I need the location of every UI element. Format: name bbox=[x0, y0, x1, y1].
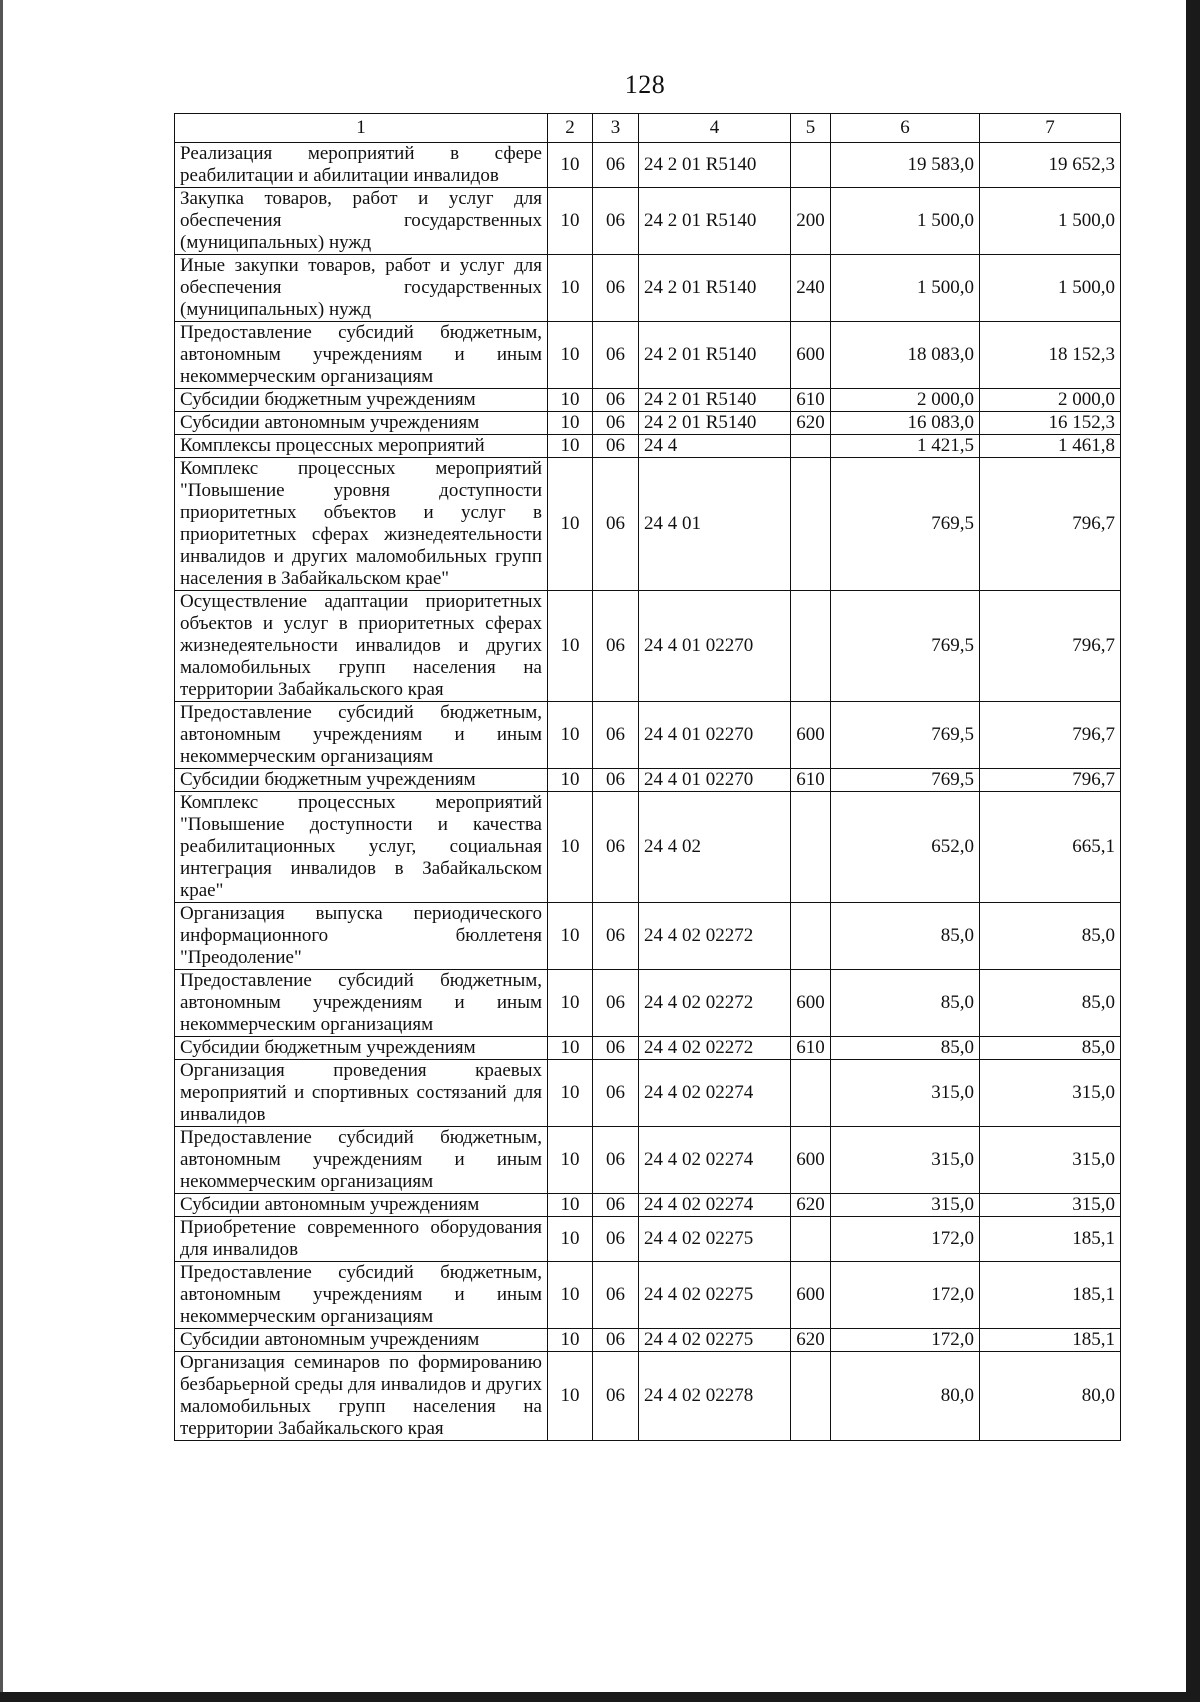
row-name-cell: Организация семинаров по формированию безбарьерной среды для инвалидов и других маломобильных групп населения на территории Забайкальского края bbox=[175, 1352, 548, 1441]
table-row bbox=[175, 143, 1121, 188]
row-amount-year2-cell: 185,1 bbox=[980, 1262, 1121, 1329]
row-expense-type-cell: 600 bbox=[791, 1262, 831, 1329]
table-row bbox=[175, 702, 1121, 769]
table-row bbox=[175, 591, 1121, 702]
row-subsection-cell: 06 bbox=[593, 1352, 639, 1441]
row-section-cell: 10 bbox=[548, 458, 593, 591]
row-expense-type-cell: 620 bbox=[791, 1329, 831, 1352]
row-amount-year1-cell: 769,5 bbox=[831, 591, 980, 702]
row-amount-year1-cell: 85,0 bbox=[831, 903, 980, 970]
row-target-article-cell: 24 4 02 02274 bbox=[639, 1127, 791, 1194]
row-target-article-cell: 24 4 02 02272 bbox=[639, 1037, 791, 1060]
row-target-article-cell: 24 2 01 R5140 bbox=[639, 412, 791, 435]
row-name-cell: Приобретение современного оборудования для инвалидов bbox=[175, 1217, 548, 1262]
row-subsection-cell: 06 bbox=[593, 389, 639, 412]
row-section-cell: 10 bbox=[548, 143, 593, 188]
row-amount-year2-cell: 315,0 bbox=[980, 1127, 1121, 1194]
row-subsection-cell: 06 bbox=[593, 435, 639, 458]
table-body bbox=[175, 143, 1121, 1441]
row-expense-type-cell: 600 bbox=[791, 1127, 831, 1194]
table-row bbox=[175, 1127, 1121, 1194]
row-target-article-cell: 24 4 01 02270 bbox=[639, 702, 791, 769]
row-amount-year1-cell: 172,0 bbox=[831, 1329, 980, 1352]
row-target-article-cell: 24 4 02 02274 bbox=[639, 1060, 791, 1127]
row-section-cell: 10 bbox=[548, 389, 593, 412]
row-amount-year1-cell: 85,0 bbox=[831, 970, 980, 1037]
row-amount-year2-cell: 1 500,0 bbox=[980, 255, 1121, 322]
table-row bbox=[175, 769, 1121, 792]
column-header-3: 3 bbox=[593, 114, 639, 143]
column-header-7: 7 bbox=[980, 114, 1121, 143]
table-header-row bbox=[175, 114, 1121, 143]
column-header-5: 5 bbox=[791, 114, 831, 143]
row-amount-year1-cell: 80,0 bbox=[831, 1352, 980, 1441]
table-row bbox=[175, 792, 1121, 903]
column-header-2: 2 bbox=[548, 114, 593, 143]
row-subsection-cell: 06 bbox=[593, 769, 639, 792]
row-amount-year2-cell: 796,7 bbox=[980, 769, 1121, 792]
row-section-cell: 10 bbox=[548, 769, 593, 792]
row-subsection-cell: 06 bbox=[593, 322, 639, 389]
table-row bbox=[175, 1037, 1121, 1060]
table-row bbox=[175, 255, 1121, 322]
row-target-article-cell: 24 4 02 02275 bbox=[639, 1262, 791, 1329]
row-section-cell: 10 bbox=[548, 1262, 593, 1329]
column-header-4: 4 bbox=[639, 114, 791, 143]
row-amount-year1-cell: 315,0 bbox=[831, 1060, 980, 1127]
row-target-article-cell: 24 4 01 02270 bbox=[639, 769, 791, 792]
row-section-cell: 10 bbox=[548, 188, 593, 255]
row-expense-type-cell bbox=[791, 458, 831, 591]
table-row bbox=[175, 1352, 1121, 1441]
row-section-cell: 10 bbox=[548, 1060, 593, 1127]
table-row bbox=[175, 1194, 1121, 1217]
row-target-article-cell: 24 4 02 02275 bbox=[639, 1329, 791, 1352]
row-name-cell: Комплекс процессных мероприятий "Повышение доступности и качества реабилитационных услуг, социальная интеграция инвалидов в Забайкальском крае" bbox=[175, 792, 548, 903]
table-row bbox=[175, 1329, 1121, 1352]
table-row bbox=[175, 322, 1121, 389]
row-section-cell: 10 bbox=[548, 1037, 593, 1060]
row-expense-type-cell: 610 bbox=[791, 389, 831, 412]
row-expense-type-cell bbox=[791, 792, 831, 903]
row-expense-type-cell bbox=[791, 435, 831, 458]
row-amount-year1-cell: 19 583,0 bbox=[831, 143, 980, 188]
table-row bbox=[175, 435, 1121, 458]
row-subsection-cell: 06 bbox=[593, 970, 639, 1037]
row-amount-year1-cell: 172,0 bbox=[831, 1217, 980, 1262]
row-name-cell: Предоставление субсидий бюджетным, автономным учреждениям и иным некоммерческим организациям bbox=[175, 1262, 548, 1329]
row-amount-year2-cell: 665,1 bbox=[980, 792, 1121, 903]
row-subsection-cell: 06 bbox=[593, 1217, 639, 1262]
row-name-cell: Осуществление адаптации приоритетных объектов и услуг в приоритетных сферах жизнедеятельности инвалидов и других маломобильных групп населения на территории Забайкальского края bbox=[175, 591, 548, 702]
column-header-6: 6 bbox=[831, 114, 980, 143]
row-amount-year2-cell: 85,0 bbox=[980, 903, 1121, 970]
row-section-cell: 10 bbox=[548, 792, 593, 903]
row-section-cell: 10 bbox=[548, 412, 593, 435]
row-name-cell: Субсидии бюджетным учреждениям bbox=[175, 1037, 548, 1060]
row-amount-year1-cell: 1 500,0 bbox=[831, 188, 980, 255]
row-target-article-cell: 24 2 01 R5140 bbox=[639, 255, 791, 322]
row-subsection-cell: 06 bbox=[593, 1127, 639, 1194]
row-target-article-cell: 24 4 bbox=[639, 435, 791, 458]
row-subsection-cell: 06 bbox=[593, 591, 639, 702]
row-target-article-cell: 24 4 02 02275 bbox=[639, 1217, 791, 1262]
row-subsection-cell: 06 bbox=[593, 1262, 639, 1329]
row-section-cell: 10 bbox=[548, 1127, 593, 1194]
row-expense-type-cell bbox=[791, 591, 831, 702]
row-amount-year1-cell: 769,5 bbox=[831, 458, 980, 591]
table-row bbox=[175, 389, 1121, 412]
row-amount-year2-cell: 796,7 bbox=[980, 591, 1121, 702]
row-target-article-cell: 24 4 02 02278 bbox=[639, 1352, 791, 1441]
row-expense-type-cell bbox=[791, 143, 831, 188]
row-expense-type-cell bbox=[791, 1217, 831, 1262]
row-section-cell: 10 bbox=[548, 1194, 593, 1217]
row-amount-year2-cell: 796,7 bbox=[980, 702, 1121, 769]
row-expense-type-cell bbox=[791, 1352, 831, 1441]
row-expense-type-cell: 620 bbox=[791, 412, 831, 435]
row-amount-year1-cell: 315,0 bbox=[831, 1127, 980, 1194]
row-subsection-cell: 06 bbox=[593, 1194, 639, 1217]
row-target-article-cell: 24 2 01 R5140 bbox=[639, 143, 791, 188]
row-section-cell: 10 bbox=[548, 1329, 593, 1352]
row-expense-type-cell: 200 bbox=[791, 188, 831, 255]
row-amount-year2-cell: 1 461,8 bbox=[980, 435, 1121, 458]
row-amount-year2-cell: 185,1 bbox=[980, 1329, 1121, 1352]
row-name-cell: Комплекс процессных мероприятий "Повышение уровня доступности приоритетных объектов и услуг в приоритетных сферах жизнедеятельности инвалидов и других маломобильных групп населения в Забайкальском крае" bbox=[175, 458, 548, 591]
row-expense-type-cell: 240 bbox=[791, 255, 831, 322]
row-section-cell: 10 bbox=[548, 702, 593, 769]
table-row bbox=[175, 970, 1121, 1037]
table-row bbox=[175, 412, 1121, 435]
row-subsection-cell: 06 bbox=[593, 903, 639, 970]
row-amount-year1-cell: 85,0 bbox=[831, 1037, 980, 1060]
scan-edge-left bbox=[0, 0, 3, 1702]
table-row bbox=[175, 1217, 1121, 1262]
row-target-article-cell: 24 2 01 R5140 bbox=[639, 188, 791, 255]
scan-border-bottom bbox=[0, 1692, 1200, 1702]
row-name-cell: Комплексы процессных мероприятий bbox=[175, 435, 548, 458]
row-section-cell: 10 bbox=[548, 1352, 593, 1441]
row-name-cell: Закупка товаров, работ и услуг для обеспечения государственных (муниципальных) нужд bbox=[175, 188, 548, 255]
row-subsection-cell: 06 bbox=[593, 458, 639, 591]
row-amount-year1-cell: 769,5 bbox=[831, 702, 980, 769]
row-name-cell: Предоставление субсидий бюджетным, автономным учреждениям и иным некоммерческим организациям bbox=[175, 1127, 548, 1194]
row-amount-year2-cell: 1 500,0 bbox=[980, 188, 1121, 255]
table-row bbox=[175, 188, 1121, 255]
row-name-cell: Субсидии бюджетным учреждениям bbox=[175, 769, 548, 792]
row-section-cell: 10 bbox=[548, 903, 593, 970]
page-number: 128 bbox=[624, 70, 666, 99]
row-target-article-cell: 24 4 02 02274 bbox=[639, 1194, 791, 1217]
row-amount-year1-cell: 315,0 bbox=[831, 1194, 980, 1217]
row-section-cell: 10 bbox=[548, 322, 593, 389]
row-amount-year2-cell: 315,0 bbox=[980, 1194, 1121, 1217]
row-name-cell: Иные закупки товаров, работ и услуг для обеспечения государственных (муниципальных) нужд bbox=[175, 255, 548, 322]
row-expense-type-cell bbox=[791, 903, 831, 970]
row-subsection-cell: 06 bbox=[593, 792, 639, 903]
row-target-article-cell: 24 4 02 02272 bbox=[639, 970, 791, 1037]
column-header-1: 1 bbox=[175, 114, 548, 143]
row-amount-year1-cell: 652,0 bbox=[831, 792, 980, 903]
row-amount-year2-cell: 185,1 bbox=[980, 1217, 1121, 1262]
row-amount-year2-cell: 85,0 bbox=[980, 1037, 1121, 1060]
row-target-article-cell: 24 4 01 bbox=[639, 458, 791, 591]
row-amount-year1-cell: 16 083,0 bbox=[831, 412, 980, 435]
row-amount-year2-cell: 80,0 bbox=[980, 1352, 1121, 1441]
row-amount-year2-cell: 2 000,0 bbox=[980, 389, 1121, 412]
row-amount-year1-cell: 18 083,0 bbox=[831, 322, 980, 389]
row-expense-type-cell bbox=[791, 1060, 831, 1127]
row-name-cell: Организация выпуска периодического информационного бюллетеня "Преодоление" bbox=[175, 903, 548, 970]
row-name-cell: Субсидии автономным учреждениям bbox=[175, 412, 548, 435]
table-row bbox=[175, 1060, 1121, 1127]
row-section-cell: 10 bbox=[548, 1217, 593, 1262]
row-target-article-cell: 24 2 01 R5140 bbox=[639, 389, 791, 412]
row-subsection-cell: 06 bbox=[593, 188, 639, 255]
row-amount-year2-cell: 85,0 bbox=[980, 970, 1121, 1037]
row-name-cell: Предоставление субсидий бюджетным, автономным учреждениям и иным некоммерческим организациям bbox=[175, 702, 548, 769]
row-name-cell: Субсидии бюджетным учреждениям bbox=[175, 389, 548, 412]
row-amount-year2-cell: 19 652,3 bbox=[980, 143, 1121, 188]
row-name-cell: Организация проведения краевых мероприятий и спортивных состязаний для инвалидов bbox=[175, 1060, 548, 1127]
row-amount-year1-cell: 2 000,0 bbox=[831, 389, 980, 412]
row-subsection-cell: 06 bbox=[593, 1037, 639, 1060]
row-name-cell: Субсидии автономным учреждениям bbox=[175, 1194, 548, 1217]
row-section-cell: 10 bbox=[548, 255, 593, 322]
scan-border-right bbox=[1186, 0, 1200, 1702]
row-expense-type-cell: 610 bbox=[791, 769, 831, 792]
row-subsection-cell: 06 bbox=[593, 255, 639, 322]
row-amount-year1-cell: 769,5 bbox=[831, 769, 980, 792]
row-section-cell: 10 bbox=[548, 435, 593, 458]
row-section-cell: 10 bbox=[548, 591, 593, 702]
row-amount-year1-cell: 1 500,0 bbox=[831, 255, 980, 322]
row-expense-type-cell: 600 bbox=[791, 970, 831, 1037]
row-name-cell: Предоставление субсидий бюджетным, автономным учреждениям и иным некоммерческим организациям bbox=[175, 322, 548, 389]
row-amount-year2-cell: 18 152,3 bbox=[980, 322, 1121, 389]
row-amount-year2-cell: 796,7 bbox=[980, 458, 1121, 591]
table-row bbox=[175, 1262, 1121, 1329]
row-name-cell: Субсидии автономным учреждениям bbox=[175, 1329, 548, 1352]
row-expense-type-cell: 620 bbox=[791, 1194, 831, 1217]
row-name-cell: Предоставление субсидий бюджетным, автономным учреждениям и иным некоммерческим организациям bbox=[175, 970, 548, 1037]
row-expense-type-cell: 600 bbox=[791, 322, 831, 389]
row-section-cell: 10 bbox=[548, 970, 593, 1037]
row-amount-year2-cell: 16 152,3 bbox=[980, 412, 1121, 435]
budget-table bbox=[174, 113, 1121, 1441]
table-row bbox=[175, 458, 1121, 591]
row-name-cell: Реализация мероприятий в сфере реабилитации и абилитации инвалидов bbox=[175, 143, 548, 188]
row-target-article-cell: 24 2 01 R5140 bbox=[639, 322, 791, 389]
row-subsection-cell: 06 bbox=[593, 1060, 639, 1127]
row-target-article-cell: 24 4 02 bbox=[639, 792, 791, 903]
table-row bbox=[175, 903, 1121, 970]
row-expense-type-cell: 610 bbox=[791, 1037, 831, 1060]
row-amount-year2-cell: 315,0 bbox=[980, 1060, 1121, 1127]
row-target-article-cell: 24 4 01 02270 bbox=[639, 591, 791, 702]
row-amount-year1-cell: 1 421,5 bbox=[831, 435, 980, 458]
row-amount-year1-cell: 172,0 bbox=[831, 1262, 980, 1329]
row-subsection-cell: 06 bbox=[593, 702, 639, 769]
row-target-article-cell: 24 4 02 02272 bbox=[639, 903, 791, 970]
row-subsection-cell: 06 bbox=[593, 143, 639, 188]
row-expense-type-cell: 600 bbox=[791, 702, 831, 769]
row-subsection-cell: 06 bbox=[593, 1329, 639, 1352]
row-subsection-cell: 06 bbox=[593, 412, 639, 435]
